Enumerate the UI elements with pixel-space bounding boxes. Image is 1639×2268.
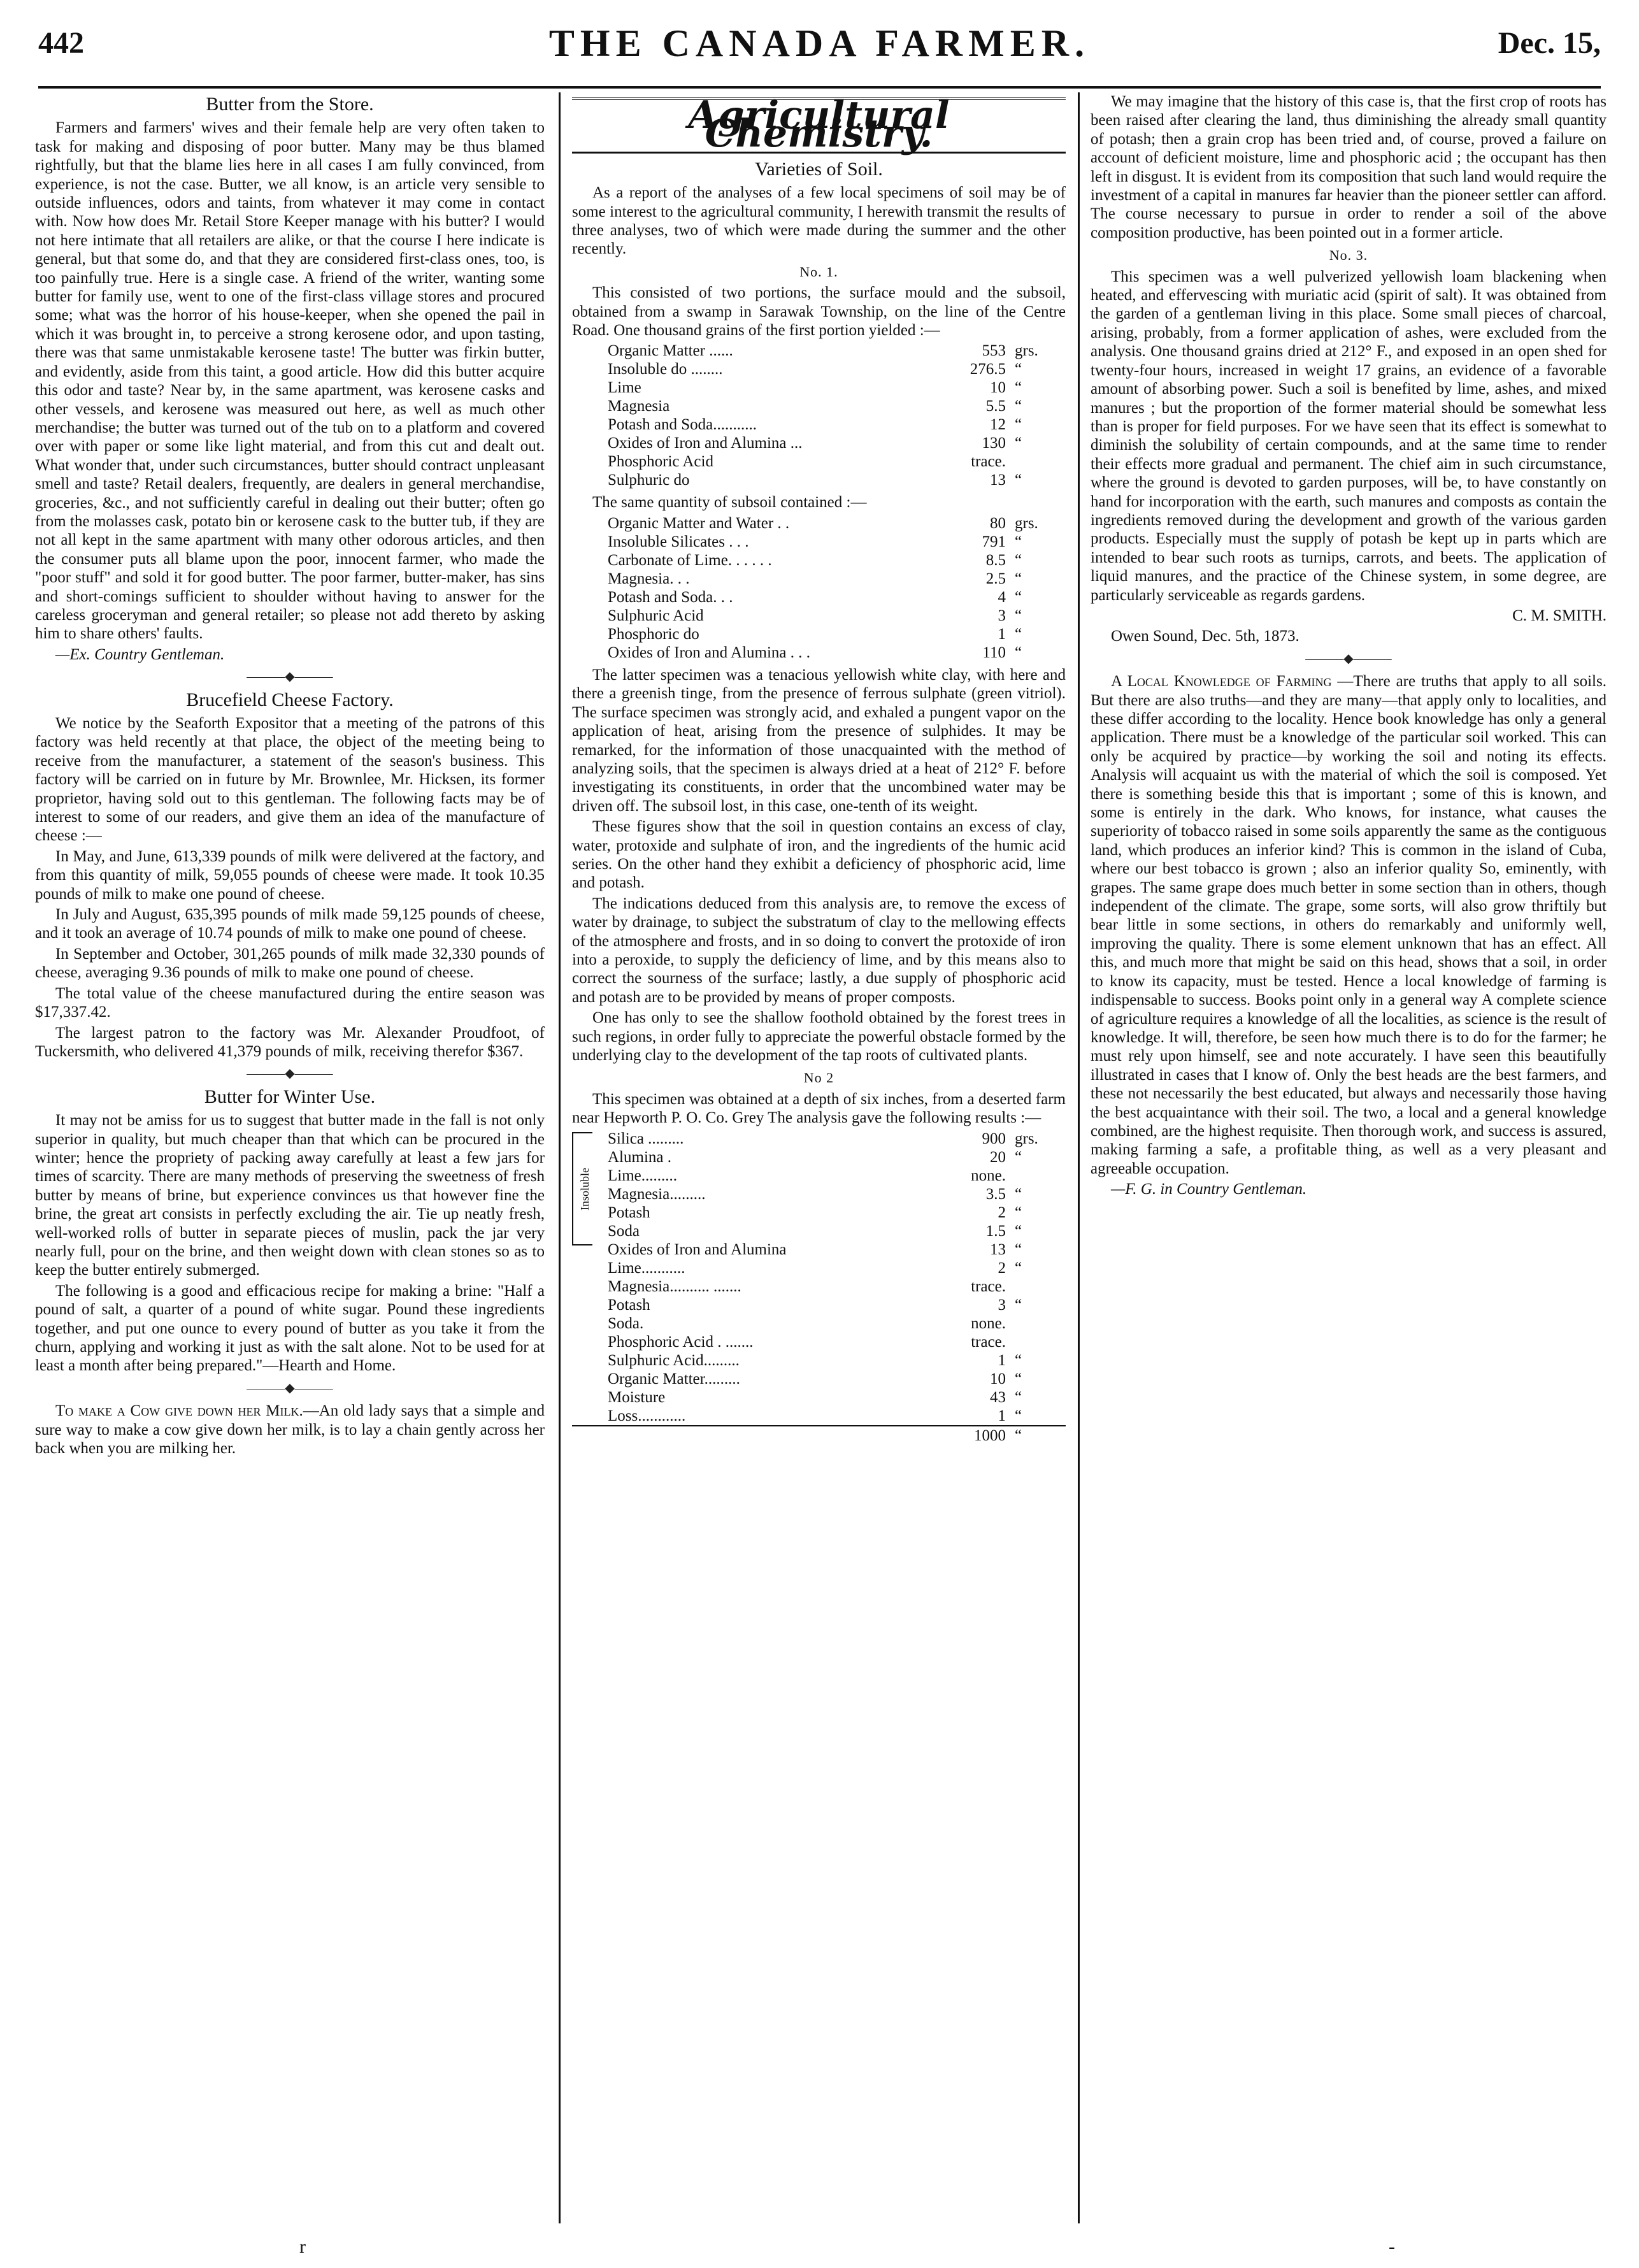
analysis-row [572, 1370, 1066, 1388]
analysis-ingredient: Magnesia [608, 398, 670, 415]
analysis-ingredient: Phosphoric do [608, 625, 699, 643]
analysis-ingredient: Lime........... [608, 1259, 685, 1277]
analysis-total-unit: “ [1006, 1426, 1066, 1445]
analysis-table-subsoil [572, 514, 1066, 662]
section-separator: ———◆——— [1305, 651, 1392, 666]
article-paragraph: One has only to see the shallow foothold obtained by the forest trees in such regions, in order fully to appreciate the powerful obstacle formed by the underlying clay to the development of the tap roots of cultivated plants. [572, 1009, 1066, 1064]
analysis-row [572, 434, 1066, 452]
analysis-ingredient: Potash [608, 1296, 650, 1314]
short-item-lead: To make a Cow give down her Milk. [55, 1402, 303, 1420]
column-right [1091, 92, 1607, 2223]
analysis-unit: “ [1015, 398, 1022, 415]
analysis-ingredient: Insoluble do ........ [608, 361, 723, 378]
article-heading: Butter for Winter Use. [204, 1086, 376, 1107]
analysis-row [572, 1222, 1066, 1240]
specimen-label: No. 3. [1329, 247, 1368, 264]
analysis-row [572, 397, 1066, 415]
analysis-unit [1006, 1314, 1066, 1333]
analysis-value: 80 [990, 514, 1006, 532]
footer-mark-right: - [1389, 2236, 1395, 2257]
analysis-row [572, 1351, 1066, 1370]
column-center [572, 92, 1066, 2223]
article-paragraph: The indications deduced from this analysis are, to remove the excess of water by drainage, to subject the substratum of clay to the mellowing effects of the atmosphere and frosts, and in so doing to convert the protoxide of iron into a peroxide, to supply the deficiency of lime, and by this means also to correct the sourness of the surface; lastly, a due supply of phosphoric acid and potash are to be provided by means of proper composts. [572, 894, 1066, 1006]
analysis-unit: grs. [1015, 342, 1038, 360]
article-paragraph: In May, and June, 613,339 pounds of milk were delivered at the factory, and from this quantity of milk, 59,055 pounds of cheese were made. It took 10.35 pounds of milk to make one pound of cheese. [35, 847, 545, 903]
analysis-row [572, 360, 1066, 378]
short-item [35, 1402, 545, 1458]
analysis-ingredient: Lime [608, 379, 641, 397]
analysis-unit: “ [1015, 1240, 1022, 1258]
analysis-value: 791 [982, 533, 1006, 550]
analysis-value: 130 [982, 434, 1006, 452]
analysis-unit: “ [1015, 551, 1022, 569]
analysis-value: 553 [982, 342, 1006, 360]
analysis-row [572, 1166, 1066, 1185]
analysis-unit: “ [1015, 1388, 1022, 1406]
analysis-value: 1 [998, 625, 1006, 643]
analysis-unit: grs. [1015, 514, 1038, 532]
analysis-unit: “ [1015, 1407, 1022, 1425]
analysis-unit: “ [1015, 379, 1022, 397]
analysis-row [572, 1259, 1066, 1277]
analysis-ingredient: Organic Matter and Water . . [608, 514, 790, 532]
analysis-unit: “ [1015, 606, 1022, 624]
analysis-row [572, 1333, 1066, 1351]
specimen-label: No 2 [803, 1070, 834, 1086]
analysis-ingredient: Potash and Soda. . . [608, 588, 733, 606]
article-paragraph: The largest patron to the factory was Mr. Alexander Proudfoot, of Tuckersmith, who delivered 41,379 pounds of milk, receiving therefor $367. [35, 1024, 545, 1060]
analysis-unit: “ [1015, 1351, 1022, 1369]
author-signature: C. M. SMITH. [1512, 606, 1607, 624]
analysis-row [572, 1314, 1066, 1333]
analysis-row [572, 1240, 1066, 1259]
analysis-ingredient: Phosphoric Acid . ....... [608, 1333, 754, 1351]
analysis-ingredient: Oxides of Iron and Alumina [608, 1240, 787, 1258]
analysis-value: 900 [982, 1130, 1006, 1147]
analysis-unit [1006, 452, 1066, 471]
footer-mark-left: r [299, 2236, 306, 2257]
analysis-unit: “ [1015, 434, 1022, 452]
analysis-row [572, 378, 1066, 397]
analysis-unit: “ [1015, 1296, 1022, 1314]
analysis-ingredient: Loss............ [608, 1407, 686, 1425]
analysis-value: 110 [982, 643, 1006, 661]
analysis-ingredient: Soda [608, 1222, 640, 1240]
analysis-value: trace. [971, 453, 1006, 471]
analysis-unit: “ [1015, 1203, 1022, 1221]
analysis-unit: “ [1015, 1185, 1022, 1203]
analysis-row [572, 625, 1066, 643]
analysis-row [572, 551, 1066, 570]
article-paragraph: This consisted of two portions, the surface mould and the subsoil, obtained from a swamp in Sarawak Township, on the line of the Centre Road. One thousand grains of the first portion yielded :— [572, 284, 1066, 340]
section-separator: ———◆——— [247, 1066, 333, 1081]
article-heading: Brucefield Cheese Factory. [186, 689, 394, 710]
analysis-table-surface [572, 341, 1066, 489]
analysis-unit: “ [1015, 471, 1022, 489]
analysis-row [572, 570, 1066, 588]
analysis-row [572, 1130, 1066, 1148]
analysis-value: 1 [998, 1407, 1006, 1425]
analysis-value: 3 [998, 1296, 1006, 1314]
analysis-value: trace. [971, 1333, 1006, 1351]
analysis-ingredient: Potash [608, 1203, 650, 1221]
analysis-ingredient: Alumina . [608, 1148, 671, 1166]
analysis-unit: “ [1015, 1148, 1022, 1166]
analysis-value: 3.5 [985, 1185, 1006, 1203]
article-source: —F. G. in Country Gentleman. [1111, 1181, 1307, 1198]
article-paragraph: The following is a good and efficacious recipe for making a brine: "Half a pound of salt, a quarter of a pound of white sugar. Pound these ingredients together, and put one ounce to every pound of butter as you take it from the churn, applying and working it just as with the salt alone. Not to be used for at least a month after being prepared."—Hearth and Home. [35, 1282, 545, 1375]
analysis-ingredient: Sulphuric Acid [608, 606, 704, 624]
analysis-ingredient: Carbonate of Lime. . . . . . [608, 551, 772, 569]
article-paragraph: We notice by the Seaforth Expositor that a meeting of the patrons of this factory was held recently at that place, the object of the meeting being to receive from the manufacturer, a statement of the season's business. This factory will be carried on in future by Mr. Brownlee, Mr. Hicksen, its former proprietor, having sold out to this gentleman. The following facts may be of interest to some of our readers, and give them an idea of the manufacture of cheese :— [35, 715, 545, 845]
page-header [38, 13, 1601, 83]
analysis-ingredient: Soda. [608, 1314, 644, 1332]
column-divider [1078, 92, 1080, 2223]
section-separator: ———◆——— [247, 1381, 333, 1395]
article-paragraph: As a report of the analyses of a few local specimens of soil may be of some interest to the agricultural community, I herewith transmit the results of three analyses, two of which were made during the summer and the other recently. [572, 184, 1066, 258]
column-left [35, 92, 545, 2223]
article-paragraph: We may imagine that the history of this case is, that the first crop of roots has been raised after clearing the land, thus diminishing the already small quantity of potash; then a grain crop has been tried and, of course, proved a failure on account of deficient moisture, lime and phosphoric acid ; the occupant has then left in disgust. It is evident from its composition that such land would require the investment of a capital in manures far heavier than the pioneer settler can afford. The course necessary to pursue in order to render a soil of the above composition productive, has been pointed out in a former article. [1091, 93, 1607, 241]
article-paragraph: It may not be amiss for us to suggest that butter made in the fall is not only superior in quality, but much cheaper than that which can be procured in the winter; hence the propriety of packing away carefully at least a few jars for times of scarcity. There are many methods of preserving the sweetness of fresh butter by means of brine, but experience convinces us that however fine the brine, the great art consists in perfectly excluding the air. Tie up neatly fresh, well-worked rolls of butter in separate pieces of muslin, pack the jar very nearly full, pour on the brine, and then weight down with clean stones so as to keep the butter entirely submerged. [35, 1112, 545, 1279]
analysis-row [572, 588, 1066, 606]
analysis-unit: “ [1015, 416, 1022, 434]
analysis-value: 10 [990, 1370, 1006, 1388]
analysis-value: 13 [990, 1240, 1006, 1258]
analysis-unit [1006, 1333, 1066, 1351]
analysis-ingredient: Insoluble Silicates . . . [608, 533, 749, 550]
short-item-text: —An old lady says that a simple and sure way to make a cow give down her milk, is to lay a chain gently across her back when you are milking her. [35, 1402, 545, 1458]
analysis-value: none. [971, 1166, 1006, 1184]
analysis-total: 1000 [942, 1426, 1006, 1445]
article-paragraph: The total value of the cheese manufactured during the entire season was $17,337.42. [35, 984, 545, 1021]
analysis-block-no2 [572, 1130, 1066, 1445]
article-heading: Butter from the Store. [206, 94, 374, 115]
analysis-row [572, 514, 1066, 533]
analysis-row [572, 1148, 1066, 1166]
analysis-ingredient: Sulphuric Acid......... [608, 1351, 740, 1369]
article-source: —Ex. Country Gentleman. [55, 645, 225, 663]
analysis-row [572, 533, 1066, 551]
analysis-ingredient: Lime......... [608, 1166, 678, 1184]
analysis-unit: “ [1015, 643, 1022, 661]
analysis-value: trace. [971, 1277, 1006, 1295]
analysis-row [572, 1388, 1066, 1407]
analysis-value: none. [971, 1314, 1006, 1332]
analysis-unit [1006, 1166, 1066, 1185]
newspaper-title: THE CANADA FARMER. [548, 22, 1091, 64]
analysis-value: 8.5 [985, 551, 1006, 569]
article-paragraph: The same quantity of subsoil contained :— [592, 494, 867, 512]
analysis-unit: “ [1015, 1370, 1022, 1388]
page-number: 442 [38, 26, 84, 60]
short-item [1091, 672, 1607, 1178]
analysis-row [572, 415, 1066, 434]
analysis-row [572, 1277, 1066, 1296]
analysis-ingredient: Phosphoric Acid [608, 453, 713, 471]
analysis-value: 10 [990, 379, 1006, 397]
article-paragraph: This specimen was a well pulverized yellowish loam blackening when heated, and effervescing with muriatic acid (spirit of salt). It was obtained from the garden of a gentleman living in this place. Some small pieces of charcoal, arising, probably, from a former application of ashes, were excluded from the analysis. One thousand grains dried at 212° F., and exposed in an open shed for twenty-four hours, increased in weight 17 grains, an evidence of a favorable amount of absorbing power. Such a soil is benefited by lime, ashes, and mixed manures ; but the proportion of the former material should be somewhat less than is proper for field purposes. For we have seen that its effect is somewhat to diminish the solubility of certain compounds, and at the same time to render their effects more gradual and permanent. The chief aim in such circumstance, where the ground is devoted to garden purposes, will be, to have constantly on hand for incorporation with the earth, such manures and composts as contain the ingredients removed during the development and growth of the various garden products. Especially must the supply of potash be kept up in parts which are intended to bear such roots as turnips, carrots, and beets. The application of liquid manures, and the practice of the Chinese system, in some degree, are particularly serviceable as regards gardens. [1091, 268, 1607, 604]
insoluble-group-label: Insoluble [578, 1167, 591, 1210]
analysis-unit: “ [1015, 625, 1022, 643]
analysis-unit: grs. [1015, 1130, 1038, 1147]
analysis-row [572, 471, 1066, 489]
article-paragraph: In September and October, 301,265 pounds of milk made 32,330 pounds of cheese, averaging 9.36 pounds of milk to make one pound of cheese. [35, 945, 545, 982]
analysis-value: 276.5 [970, 361, 1006, 378]
analysis-row [572, 452, 1066, 471]
article-paragraph: The latter specimen was a tenacious yellowish white clay, with here and there a greenish tinge, from the presence of ferrous sulphate (green vitriol). The surface specimen was strongly acid, and exhaled a pungent vapor on the application of heat, arising from the presence of sulphides. It may be remarked, for the information of those unacquainted with the method of analyzing soils, that the specimen is always dried at a heat of 212° F. before investigating its constituents, in order that the uncombined water may be driven off. The subsoil lost, in this case, one-tenth of its weight. [572, 666, 1066, 815]
analysis-ingredient: Potash and Soda........... [608, 416, 757, 434]
issue-date: Dec. 15, [1498, 26, 1601, 60]
analysis-ingredient: Silica ......... [608, 1130, 684, 1147]
article-paragraph: In July and August, 635,395 pounds of milk made 59,125 pounds of cheese, and it took an average of 10.74 pounds of milk to make one pound of cheese. [35, 906, 545, 942]
article-paragraph: This specimen was obtained at a depth of six inches, from a deserted farm near Hepworth P. O. Co. Grey The analysis gave the following results :— [572, 1090, 1066, 1127]
analysis-value: 2 [998, 1203, 1006, 1221]
analysis-ingredient: Oxides of Iron and Alumina . . . [608, 643, 811, 661]
analysis-table-no2 [572, 1130, 1066, 1445]
analysis-unit: “ [1015, 533, 1022, 550]
column-divider [559, 92, 561, 2223]
analysis-unit: “ [1015, 570, 1022, 587]
analysis-row [572, 1185, 1066, 1203]
analysis-unit: “ [1015, 588, 1022, 606]
analysis-value: 13 [990, 471, 1006, 489]
article-paragraph: These figures show that the soil in question contains an excess of clay, water, protoxide and sulphate of iron, and the ingredients of the humic acid series. On the other hand they exhibit a deficiency of phosphoric acid, lime and potash. [572, 818, 1066, 892]
analysis-value: 1.5 [985, 1222, 1006, 1240]
analysis-value: 2.5 [985, 570, 1006, 587]
analysis-row [572, 341, 1066, 360]
analysis-value: 43 [990, 1388, 1006, 1406]
analysis-ingredient: Magnesia......... [608, 1185, 706, 1203]
analysis-row [572, 643, 1066, 662]
department-heading: Agricultural Chemistry. [572, 97, 1066, 154]
analysis-value: 1 [998, 1351, 1006, 1369]
analysis-value: 12 [990, 416, 1006, 434]
analysis-ingredient: Oxides of Iron and Alumina ... [608, 434, 803, 452]
short-item-text: —There are truths that apply to all soils. But there are also truths—and they are many—that apply only to localities, and these differ according to the locality. Hence book knowledge has only a general application. There must be a knowledge of the particular soil worked. This can only be acquired by practice—by working the soil and noting its effects. Analysis will acquaint us with the material of which the soil is composed. Yet there is something beside this that is important ; some of this is known, and some is entirely in the dark. Who knows, for instance, what causes the superiority of tobacco raised in some soils apparently the same as the contiguous land, which produces an inferior kind? This is common in the island of Cuba, where our best tobacco is grown ; also an inferior quality So, eminently, with grapes. The same grape does much better in some section than in others, though independent of the climate. The grape, some sorts, will also grow thriftily but bear little in some sections, in others do remarkably and uniformly well, improving the quality. There is some element unknown that has an effect. All this, and much more that might be said on this head, shows that a soil, in order to know its capacity, must be tested. Hence a local knowledge of farming is indispensable to success. Books point only in a general way A complete science of agriculture requires a knowledge of all the localities, as science is the result of knowledge. It will, therefore, be seen how much there is to do for the farmer; he must rely upon himself, see and note accurately. I have seen this beautifully illustrated in cases that I know of. Only the best heads are the best farmers, and these not necessarily the best educated, but always and necessarily those having the best acquaintance with their soil. The two, a local and a general knowledge combined, are the highest requisite. Then thorough work, and success is assured, making farming a safe, a profitable thing, as well as a very pleasant and agreeable occupation. [1091, 673, 1607, 1177]
short-item-lead: A Local Knowledge of Farming [1111, 673, 1332, 691]
analysis-unit: “ [1015, 1259, 1022, 1277]
analysis-row [572, 1407, 1066, 1426]
analysis-ingredient: Magnesia.......... ....... [608, 1277, 741, 1295]
header-rule [38, 86, 1601, 89]
analysis-ingredient: Magnesia. . . [608, 570, 690, 587]
analysis-total-row [572, 1426, 1066, 1445]
analysis-value: 20 [990, 1148, 1006, 1166]
analysis-unit: “ [1015, 361, 1022, 378]
analysis-unit [1006, 1277, 1066, 1296]
analysis-row [572, 606, 1066, 625]
analysis-unit: “ [1015, 1222, 1022, 1240]
article-heading: Varieties of Soil. [755, 158, 883, 180]
analysis-value: 4 [998, 588, 1006, 606]
section-separator: ———◆——— [247, 670, 333, 684]
analysis-ingredient: Organic Matter......... [608, 1370, 740, 1388]
analysis-value: 2 [998, 1259, 1006, 1277]
analysis-value: 5.5 [985, 398, 1006, 415]
specimen-label: No. 1. [799, 263, 838, 280]
analysis-ingredient: Moisture [608, 1388, 666, 1406]
dateline: Owen Sound, Dec. 5th, 1873. [1111, 628, 1299, 645]
analysis-ingredient: Organic Matter ...... [608, 342, 733, 360]
analysis-total-spacer [572, 1426, 942, 1445]
article-paragraph: Farmers and farmers' wives and their female help are very often taken to task for making and disposing of poor butter. Many may be thus blamed rightfully, but that the blame lies here in all cases I am fully convinced, from experience, is not the case. Butter, we all know, is an article very sensible to outside influences, odors and taints, from whatever it may come in contact with. Now how does Mr. Retail Store Keeper manage with his butter? I would not here intimate that all retailers are alike, or that the course I here indicate is general, but that some do, and that they are considered first-class ones, too, is too painfully true. Here is a single case. A friend of the writer, wanting some butter for family use, went to one of the first-class village stores and procured some; what was the horror of his house-keeper, when she opened the pail in which it was brought in, to perceive a strong kerosene odor, and upon tasting, there was that same unmistakable kerosene taste! The butter was firkin butter, and evidently, aside from this taint, a good article. How did this butter acquire this odor and taste? Near by, in the same apartment, was kerosene casks and other vessels, and kerosene was measured out here, as well as much other merchandise; the butter was turned out of the tub on to a platform and covered over with paper or some like light material, and from this cut and dealt out. What wonder that, under such circumstances, butter should contract unpleasant smell and taste? Retail dealers, frequently, are dealers in general merchandise, groceries, &c., and not sufficiently careful in dealing out their butter; often go from the molasses cask, potato bin or kerosene cask to the butter tub, if they are not all kept in the same apartment with many other odorous articles, and then the consumer puts all blame upon the poor, innocent farmer, who made the "poor stuff" and sold it for good butter. The poor farmer, butter-maker, has sins and short-comings sufficient to shoulder without having to answer for the careless groceryman and general retailer; so please not add thereto by asking him to share others' faults. [35, 119, 545, 643]
analysis-row [572, 1296, 1066, 1314]
analysis-ingredient: Sulphuric do [608, 471, 690, 489]
analysis-row [572, 1203, 1066, 1222]
analysis-value: 3 [998, 606, 1006, 624]
